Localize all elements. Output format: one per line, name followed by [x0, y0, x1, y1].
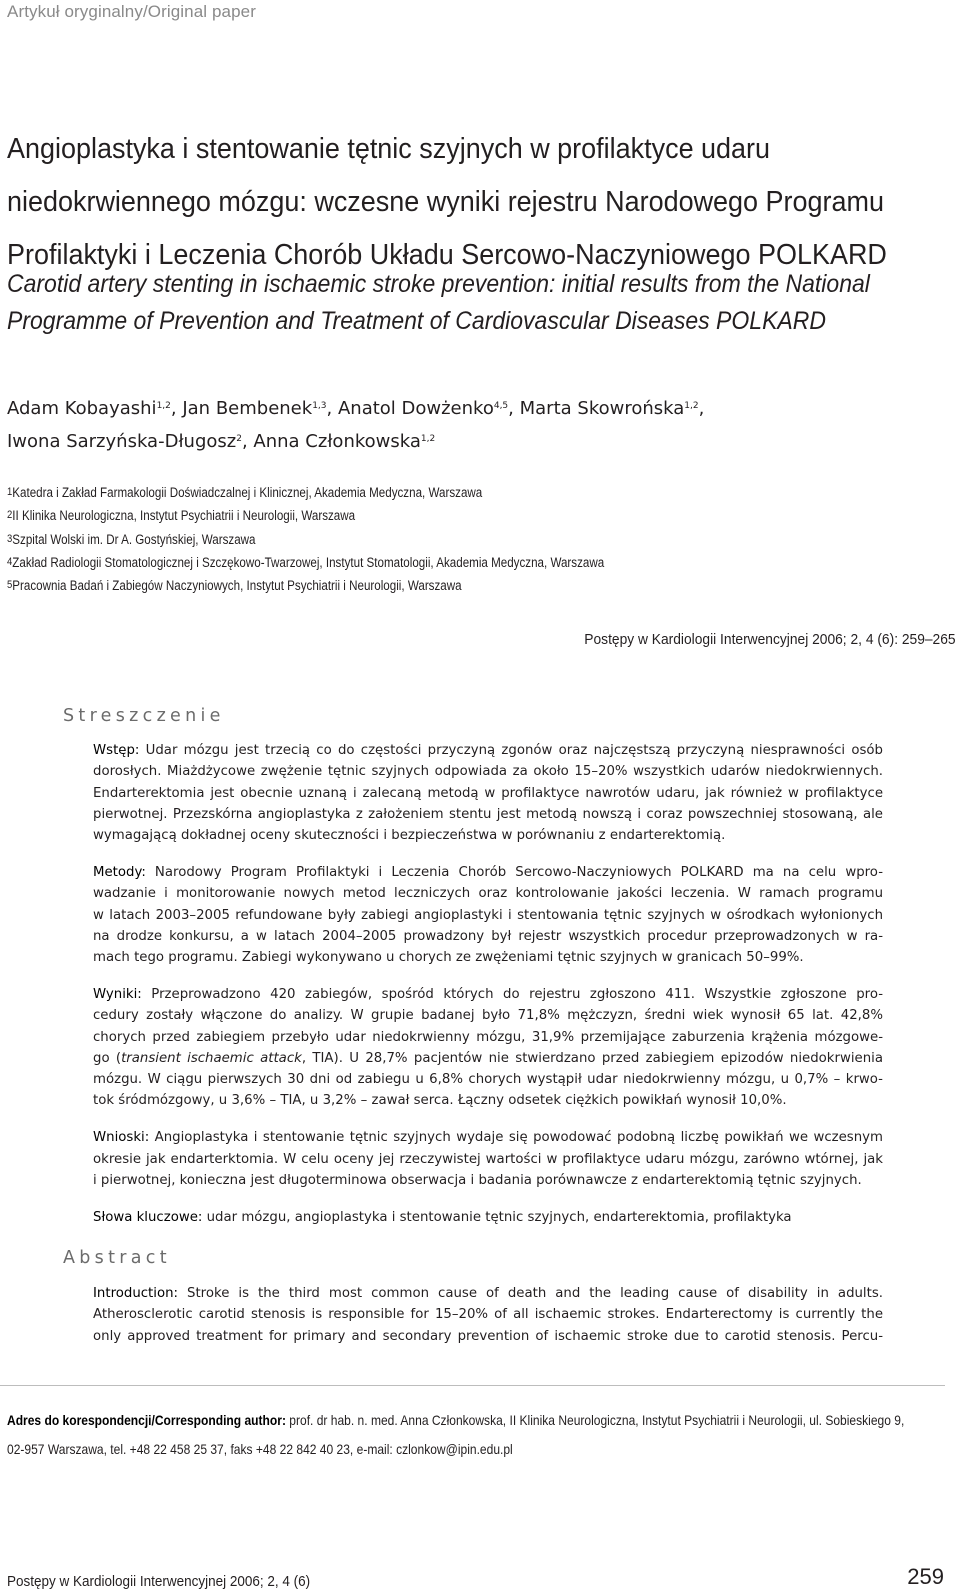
correspondence-line — [7, 1406, 905, 1435]
affiliation-text: Szpital Wolski im. Dr A. Gostyńskiej, Warszawa — [12, 531, 256, 547]
author-name: Anatol Dowżenko — [337, 398, 494, 419]
title-english-line: Carotid artery stenting in ischaemic stroke prevention: initial results from the National — [7, 270, 870, 298]
text-line: cedury zostały włączone do analizy. W grupie badanej było 71,8% mężczyzn, średni wiek wynosił 65 lat. 42,8% — [93, 1008, 883, 1024]
paragraph-label: Introduction: — [93, 1286, 179, 1301]
text-line: na drodze konkursu, a w latach 2004–2005 prowadzony był rejestr wszystkich procedur przeprowadzonych w ra- — [93, 928, 883, 944]
correspondence-block — [7, 1406, 905, 1464]
author-separator: , — [326, 398, 338, 419]
affiliation-text: Zakład Radiologii Stomatologicznej i Szczękowo-Twarzowej, Instytut Stomatologii, Akademia Medyczna, Warszawa — [12, 554, 605, 570]
abstract-paragraph-metody — [93, 862, 883, 968]
author-name: Iwona Sarzyńska-Długosz — [7, 431, 237, 452]
footer-journal: Postępy w Kardiologii Interwencyjnej 2006; 2, 4 (6) — [7, 1573, 311, 1590]
text-fragment: Stroke is the third most common cause of death and the leading cause of disability in adults. — [178, 1286, 883, 1301]
text-line — [93, 1207, 883, 1228]
affiliation-item — [7, 528, 824, 551]
text-line: only approved treatment for primary and secondary prevention of ischaemic stroke due to carotid stenosis. Percu- — [93, 1328, 883, 1344]
abstract-body — [93, 1283, 883, 1362]
affiliation-text: II Klinika Neurologiczna, Instytut Psychiatrii i Neurologii, Warszawa — [12, 508, 356, 524]
footnote-divider — [0, 1385, 945, 1386]
streszczenie-body — [93, 740, 883, 1243]
author-list — [7, 392, 957, 458]
text-line — [93, 740, 883, 761]
abstract-paragraph-keywords — [93, 1207, 883, 1228]
text-line: chorych przed zabiegiem przebyło udar niedokrwienny mózgu, 31,9% przemijające zaburzenia krążenia mózgowe- — [93, 1029, 883, 1045]
title-polish-line: Profilaktyki i Leczenia Chorób Układu Sercowo-Naczyniowego POLKARD — [7, 239, 887, 271]
affiliation-item — [7, 481, 824, 504]
author-affiliation-ref: 4,5 — [493, 401, 509, 411]
latin-term: transient ischaemic attack — [121, 1050, 302, 1066]
text-line — [93, 862, 883, 883]
affiliation-list — [7, 481, 824, 597]
text-fragment: udar mózgu, angioplastyka i stentowanie tętnic szyjnych, endarterektomia, profilaktyka — [202, 1209, 792, 1225]
correspondence-line: 02-957 Warszawa, tel. +48 22 458 25 37, faks +48 22 842 40 23, e-mail: czlonkow@ipin.edu.pl — [7, 1441, 513, 1457]
author-separator: , — [508, 398, 520, 419]
affiliation-text: Katedra i Zakład Farmakologii Doświadczalnej i Klinicznej, Akademia Medyczna, Warszawa — [12, 485, 483, 500]
text-line: tok śródmózgowy, u 3,6% – TIA, u 3,2% – zawał serca. Łączny odsetek ciężkich powikłań wynosił 10,0%. — [93, 1093, 787, 1109]
abstract-paragraph-wyniki — [93, 984, 883, 1112]
text-line — [93, 1127, 883, 1148]
author-affiliation-ref: 1,2 — [684, 401, 699, 411]
affiliation-item — [7, 504, 824, 527]
text-fragment: Angioplastyka i stentowanie tętnic szyjnych wydaje się powodować podobną liczbę powikłań we wczesnym — [149, 1130, 883, 1146]
title-polish-line: Angioplastyka i stentowanie tętnic szyjnych w profilaktyce udaru — [7, 133, 771, 165]
text-line: wymagającą dokładnej oceny skuteczności i bezpieczeństwa w porównaniu z endarterektomią. — [93, 828, 726, 844]
affiliation-number: 3 — [7, 532, 13, 545]
affiliation-number: 5 — [7, 579, 13, 592]
author-line — [7, 392, 957, 425]
affiliation-item — [7, 551, 824, 574]
paragraph-label: Metody: — [93, 864, 146, 880]
text-line: wadzanie i monitorowanie nowych metod leczniczych oraz kontrolowanie jakości leczenia. W ramach programu — [93, 886, 883, 902]
affiliation-number: 1 — [7, 486, 13, 498]
affiliation-number: 2 — [7, 509, 13, 522]
title-polish-line: niedokrwiennego mózgu: wczesne wyniki rejestru Narodowego Programu — [7, 186, 884, 218]
correspondence-label: Adres do korespondencji/Corresponding author: — [7, 1412, 286, 1428]
streszczenie-heading: Streszczenie — [63, 706, 225, 726]
author-separator: , — [698, 398, 705, 419]
text-line: okresie jak endarterktomia. W celu oceny jej rzeczywistej wartości w profilaktyce udaru mózgu, zarówno wtórnej, jak — [93, 1151, 883, 1167]
abstract-paragraph-wstep — [93, 740, 883, 846]
author-name: Adam Kobayashi — [7, 398, 157, 419]
text-line — [93, 984, 883, 1005]
text-line: go (transient ischaemic attack, TIA). U 28,7% pacjentów nie stwierdzano przed zabiegiem epizodów niedokrwienia — [93, 1050, 883, 1066]
abstract-heading: Abstract — [63, 1248, 171, 1268]
affiliation-item — [7, 574, 824, 597]
correspondence-text: prof. dr hab. n. med. Anna Członkowska, II Klinika Neurologiczna, Instytut Psychiatrii i Neurologii, ul. Sobieskiego 9, — [285, 1412, 905, 1428]
paragraph-label: Wyniki: — [93, 986, 142, 1002]
text-line: mach tego programu. Zabiegi wykonywano u chorych ze zwężeniami tętnic szyjnych w granicach 50–99%. — [93, 950, 804, 966]
journal-citation: Postępy w Kardiologii Interwencyjnej 2006; 2, 4 (6): 259–265 — [584, 631, 956, 648]
text-line: i pierwotnej, konieczna jest długoterminowa obserwacja i badania porównawcze z endarterektomią tętnic szyjnych. — [93, 1172, 862, 1188]
paragraph-label: Wnioski: — [93, 1130, 150, 1146]
title-english — [7, 266, 881, 340]
affiliation-number: 4 — [7, 555, 13, 568]
text-line: pierwotnej. Przezskórna angioplastyka z założeniem stentu jest metodą nowszą i coraz powszechniej stosowaną, ale — [93, 806, 883, 822]
text-line: Endarterektomia jest obecnie uznaną i zalecaną metodą w profilaktyce nawrotów udaru, jak również w profilaktyce — [93, 785, 883, 801]
text-line: Atherosclerotic carotid stenosis is responsible for 15–20% of all ischaemic strokes. Endarterectomy is currently the — [93, 1307, 883, 1323]
text-line: mózgu. W ciągu pierwszych 30 dni od zabiegu u 6,8% chorych wystąpił udar niedokrwienny mózgu, u 0,7% – krwo- — [93, 1072, 883, 1088]
author-affiliation-ref: 1,2 — [156, 401, 171, 411]
author-affiliation-ref: 2 — [236, 434, 242, 444]
author-name: Marta Skowrońska — [519, 398, 685, 419]
text-fragment: Przeprowadzono 420 zabiegów, spośród których do rejestru zgłoszono 411. Wszystkie zgłoszone pro- — [141, 986, 883, 1002]
paragraph-label: Słowa kluczowe: — [93, 1209, 203, 1225]
author-affiliation-ref: 1,3 — [312, 401, 327, 411]
author-separator: , — [241, 431, 254, 452]
affiliation-text: Pracownia Badań i Zabiegów Naczyniowych, Instytut Psychiatrii i Neurologii, Warszawa — [12, 578, 462, 594]
author-separator: , — [170, 398, 183, 419]
author-name: Anna Członkowska — [253, 431, 421, 452]
text-fragment: Narodowy Program Profilaktyki i Leczenia Chorób Sercowo-Naczyniowych POLKARD ma na celu wpro- — [145, 864, 883, 880]
title-polish — [7, 123, 891, 282]
text-line: dorosłych. Miażdżycowe zwężenie tętnic szyjnych odpowiada za około 15–20% wszystkich udarów niedokrwiennych. — [93, 764, 883, 780]
abstract-paragraph-wnioski — [93, 1127, 883, 1191]
author-line — [7, 425, 957, 458]
text-fragment: Udar mózgu jest trzecią co do częstości przyczyną zgonów oraz najczęstszą przyczyną niesprawności osób — [139, 743, 883, 758]
abstract-paragraph-introduction — [93, 1283, 883, 1347]
article-type-label: Artykuł oryginalny/Original paper — [7, 2, 256, 21]
author-name: Jan Bembenek — [182, 398, 313, 419]
paragraph-label: Wstęp: — [93, 743, 140, 758]
author-affiliation-ref: 1,2 — [420, 434, 436, 444]
text-line: w latach 2003–2005 refundowane były zabiegi angioplastyki i stentowania tętnic szyjnych w ośrodkach wyłonionych — [93, 907, 883, 923]
page-number: 259 — [907, 1564, 944, 1589]
text-line — [93, 1283, 883, 1304]
title-english-line: Programme of Prevention and Treatment of Cardiovascular Diseases POLKARD — [7, 307, 826, 335]
